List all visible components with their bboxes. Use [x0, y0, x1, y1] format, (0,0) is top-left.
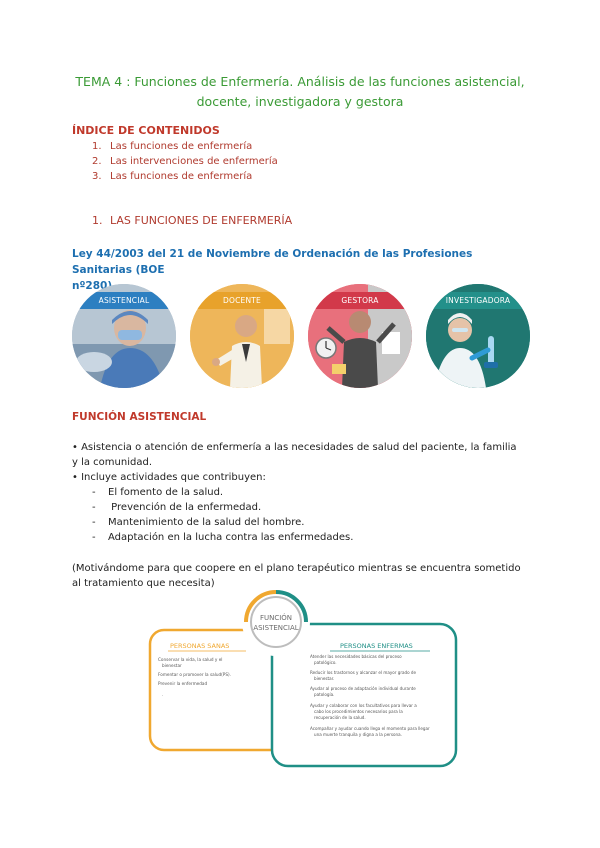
center-line-1: FUNCIÓN [259, 614, 293, 622]
right-item: cabo los procedimientos necesarios para la [314, 709, 403, 714]
left-item: . [162, 692, 164, 697]
bullet-paragraph: • Incluye actividades que contribuyen: [72, 472, 266, 483]
index-list [92, 139, 278, 184]
circle-investigadora [426, 284, 530, 388]
left-item: Prevenir la enfermedad [158, 681, 208, 686]
activities-list [72, 485, 532, 545]
right-item: una muerte tranquila y digna a la persona. [314, 732, 402, 737]
section-heading: 1. LAS FUNCIONES DE ENFERMERÍA [92, 214, 293, 227]
bullet-paragraph: • Asistencia o atención de enfermería a las necesidades de salud del paciente, la familia y la comunidad. [72, 442, 517, 468]
center-line-2: ASISTENCIAL [253, 624, 299, 632]
right-item: Atender las necesidades básicas del proceso [310, 654, 402, 659]
list-item: - Mantenimiento de la salud del hombre. [92, 517, 305, 528]
right-item: bienestar. [314, 676, 335, 681]
right-item: Ayudar y colaborar con los facultativos para llevar a [310, 703, 417, 708]
right-item: Ayudar al proceso de adaptación individual durante [310, 686, 416, 691]
index-item: 2. Las intervenciones de enfermería [92, 156, 278, 167]
circle-asistencial [72, 284, 176, 388]
right-item: Acompañar y ayudar cuando llega el momento para llegar [310, 726, 430, 731]
center-circle [251, 597, 301, 647]
left-item: Fomentar o promover la salud(PS). [158, 672, 231, 677]
right-item: patología. [314, 692, 335, 697]
circle-docente [190, 284, 294, 388]
left-item: Conservar la vida, la salud y el [158, 657, 223, 662]
circle-label-asistencial: ASISTENCIAL [72, 292, 176, 309]
title-line-2: docente, investigadora y gestora [196, 94, 404, 109]
function-circles [72, 284, 532, 388]
document-title [60, 72, 540, 112]
funcion-asistencial-body [72, 440, 532, 545]
right-item: Reducir los trastornos y alcanzar el mayor grado de [310, 670, 417, 675]
right-title: PERSONAS ENFERMAS [340, 642, 413, 650]
left-item: bienestar [162, 663, 182, 668]
title-line-1: TEMA 4 : Funciones de Enfermería. Análisis de las funciones asistencial, [75, 74, 525, 89]
circle-label-investigadora: INVESTIGADORA [426, 292, 530, 309]
list-item: - Adaptación en la lucha contra las enfermedades. [92, 532, 354, 543]
funcion-asistencial-heading: FUNCIÓN ASISTENCIAL [72, 411, 207, 423]
circle-label-docente: DOCENTE [190, 292, 294, 309]
list-item: - El fomento de la salud. [92, 487, 224, 498]
motivation-note: (Motivándome para que coopere en el plano terapéutico mientras se encuentra sometido al tratamiento que necesita) [72, 563, 521, 589]
diagram-graphic [148, 590, 458, 770]
right-item: patológico. [314, 660, 337, 665]
circle-gestora [308, 284, 412, 388]
right-item: recuperación de la salud. [314, 715, 366, 720]
left-title: PERSONAS SANAS [170, 642, 230, 650]
list-item: - Prevención de la enfermedad. [92, 502, 262, 513]
index-item: 1. Las funciones de enfermería [92, 141, 253, 152]
law-reference: Ley 44/2003 del 21 de Noviembre de Ordenación de las Profesiones Sanitarias (BOE [72, 248, 473, 276]
circle-label-gestora: GESTORA [308, 292, 412, 309]
index-item: 3. Las funciones de enfermería [92, 171, 253, 182]
index-heading: ÍNDICE DE CONTENIDOS [72, 124, 220, 137]
funcion-asistencial-diagram [148, 590, 458, 770]
